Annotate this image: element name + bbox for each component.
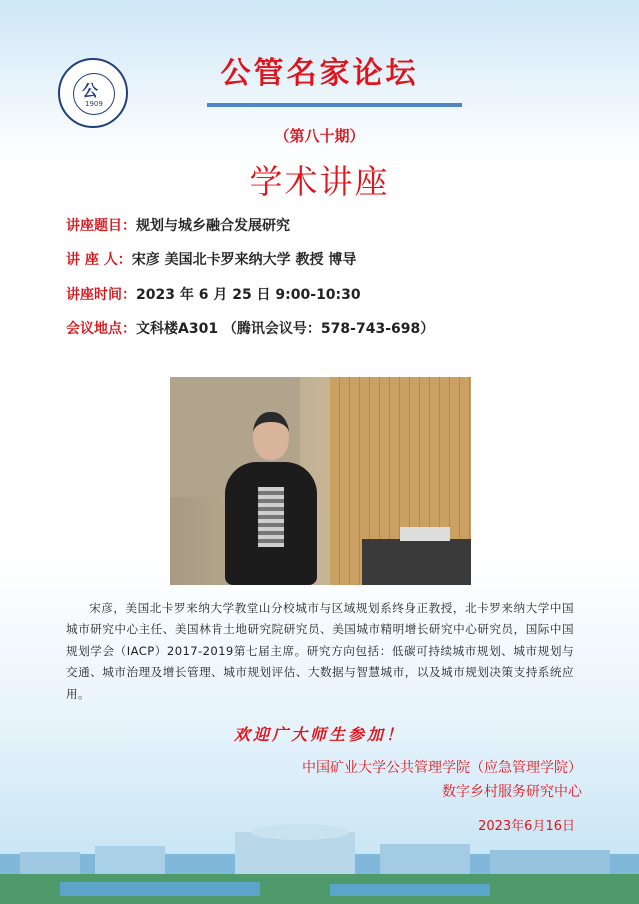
detail-label: 讲座题目： (66, 218, 136, 234)
detail-value: 文科楼A301 （腾讯会议号：578-743-698） (136, 321, 435, 337)
detail-topic (66, 215, 290, 235)
organizer-center: 数字乡村服务研究中心 (442, 784, 582, 800)
detail-time (66, 284, 361, 304)
university-logo: 公 1909 (58, 58, 128, 128)
detail-label: 讲 座 人： (66, 252, 132, 268)
campus-skyline (0, 794, 639, 904)
detail-value: 规划与城乡融合发展研究 (136, 218, 290, 234)
detail-value: 2023 年 6 月 25 日 9:00-10:30 (136, 287, 361, 303)
detail-label: 会议地点： (66, 321, 136, 337)
welcome-message: 欢迎广大师生参加！ (233, 725, 405, 744)
detail-value: 宋彦 美国北卡罗来纳大学 教授 博导 (131, 252, 357, 268)
publish-date: 2023年6月16日 (478, 819, 575, 834)
title-divider (207, 103, 462, 107)
forum-title: 公管名家论坛 (220, 56, 419, 91)
event-type: 学术讲座 (249, 162, 390, 201)
organizer-school: 中国矿业大学公共管理学院（应急管理学院） (302, 760, 582, 776)
detail-speaker (66, 249, 356, 269)
speaker-bio: 宋彦，美国北卡罗来纳大学教堂山分校城市与区域规划系终身正教授，北卡罗来纳大学中国城市研究中心主任、美国林肯土地研究院研究员、美国城市精明增长研究中心研究员，国际中国规划学会（IACP）2017-2019第七届主席。研究方向包括：低碳可持续城市规划、城市规划与交通、城市治理及增长管理、城市规划评估、大数据与智慧城市，以及城市规划决策支持系统应用。 (66, 601, 574, 701)
logo-year: 1909 (85, 100, 103, 108)
issue-number: （第八十期） (274, 127, 365, 145)
detail-location (66, 318, 434, 338)
speaker-photo (170, 377, 471, 585)
detail-label: 讲座时间： (66, 287, 136, 303)
